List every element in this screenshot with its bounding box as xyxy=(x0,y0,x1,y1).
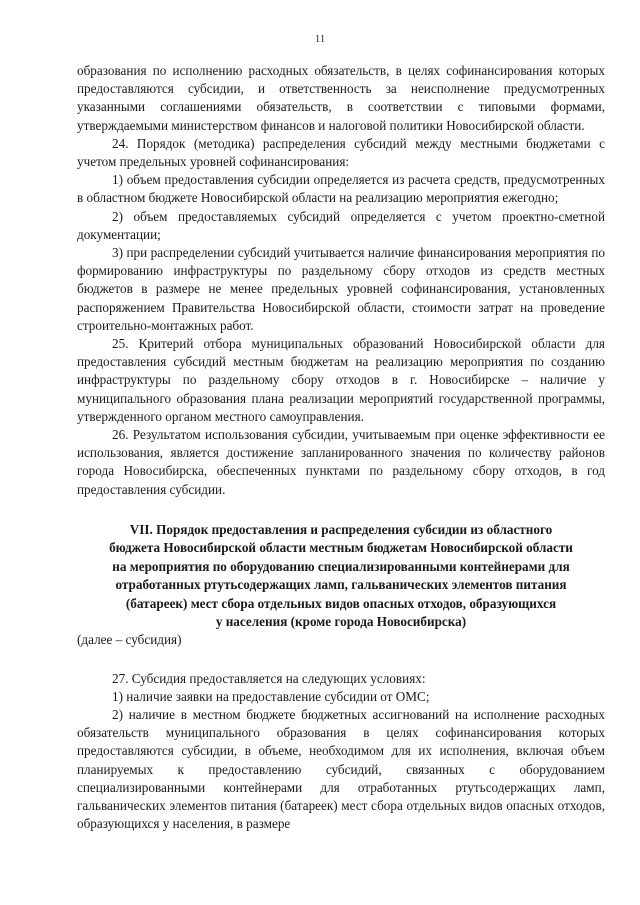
paragraph-27: 27. Субсидия предоставляется на следующих условиях: xyxy=(112,670,426,686)
section-heading-line: бюджета Новосибирской области местным бюджетам Новосибирской области xyxy=(109,540,573,556)
paragraph-continuation: образования по исполнению расходных обязательств, в целях софинансирования которых предоставляются субсидии, и ответственность за неисполнение предусмотренных указанными соглашениями обязательств, в соответствии с типовыми формами, утверждаемыми министерством финансов и налоговой политики Новосибирской области. xyxy=(77,63,605,133)
section-heading xyxy=(77,521,605,631)
paragraph-24: 24. Порядок (методика) распределения субсидий между местными бюджетами с учетом предельных уровней софинансирования: xyxy=(77,135,605,170)
paragraph-27-item-1: 1) наличие заявки на предоставление субсидии от ОМС; xyxy=(112,688,430,704)
paragraph-24-item-1: 1) объем предоставления субсидии определяется из расчета средств, предусмотренных в областном бюджете Новосибирской области на реализацию мероприятия ежегодно; xyxy=(77,172,605,206)
paragraph-24-item-2: 2) объем предоставляемых субсидий определяется с учетом проектно-сметной документации; xyxy=(77,208,605,242)
page-number: 11 xyxy=(314,33,326,45)
paragraph-24-item-3: 3) при распределении субсидий учитывается наличие финансирования мероприятия по формированию инфраструктуры по раздельному сбору отходов из средств местных бюджетов в размере не менее предельных уровней софинансирования, установленных распоряжением Правительства Новосибирской области, стоимости затрат на проведение строительно-монтажных работ. xyxy=(77,245,605,333)
paragraph-27-item-2: 2) наличие в местном бюджете бюджетных ассигнований на исполнение расходных обязательств муниципального образования в целях софинансирования которых предоставляются субсидии, в объеме, необходимом для их исполнения, включая объем планируемых к предоставлению субсидий, связанных с оборудованием специализированными контейнерами для отработанных ртутьсодержащих ламп, гальванических элементов питания (батареек) мест сбора отдельных видов опасных отходов, образующихся у населения, в размере xyxy=(77,706,605,832)
section-heading-line: у населения (кроме города Новосибирска) xyxy=(215,613,467,629)
section-heading-line: (батареек) мест сбора отдельных видов опасных отходов, образующихся xyxy=(125,595,557,611)
page-content xyxy=(77,62,605,833)
section-heading-line: VII. Порядок предоставления и распределения субсидии из областного xyxy=(129,521,553,537)
section-heading-line: отработанных ртутьсодержащих ламп, гальванических элементов питания xyxy=(115,577,567,593)
section-note: (далее – субсидия) xyxy=(77,632,182,648)
paragraph-25: 25. Критерий отбора муниципальных образований Новосибирской области для предоставления субсидий местным бюджетам на реализацию мероприятия по созданию инфраструктуры по раздельному сбору отходов в г. Новосибирске – наличие у муниципального образования плана реализации мероприятий государственной программы, утвержденного органом местного самоуправления. xyxy=(77,336,605,424)
paragraph-26: 26. Результатом использования субсидии, учитываемым при оценке эффективности ее использования, является достижение запланированного значения по количеству районов города Новосибирска, обеспеченных пунктами по раздельному сбору отходов, в год предоставления субсидии. xyxy=(77,427,605,497)
section-heading-line: на мероприятия по оборудованию специализированными контейнерами для xyxy=(112,558,570,574)
